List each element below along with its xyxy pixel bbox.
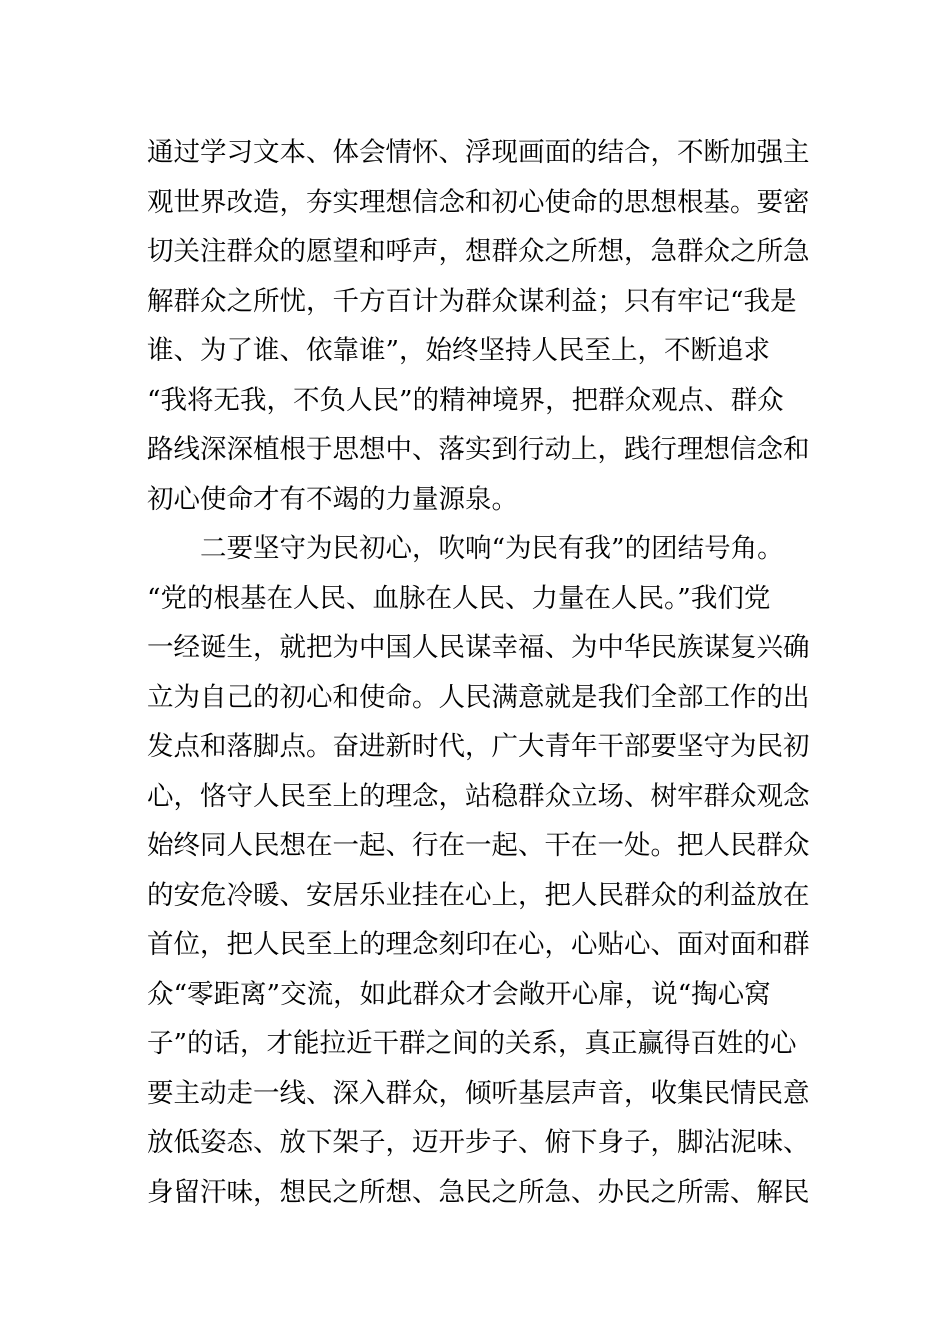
text-line: 始终同人民想在一起、行在一起、干在一处。把人民群众 <box>147 830 810 861</box>
text-line: 心，恪守人民至上的理念，站稳群众立场、树牢群众观念 <box>147 780 810 812</box>
text-line: 通过学习文本、体会情怀、浮现画面的结合，不断加强主 <box>147 137 810 168</box>
text-line: 要主动走一线、深入群众，倾听基层声音，收集民情民意 <box>147 1077 810 1109</box>
text-line: 首位，把人民至上的理念刻印在心，心贴心、面对面和群 <box>147 929 810 960</box>
text-line: “我将无我，不负人民”的精神境界，把群众观点、群众 <box>147 384 784 416</box>
body-text <box>147 128 817 1217</box>
text-line: 子”的话，才能拉近干群之间的关系，真正赢得百姓的心 <box>147 1028 797 1059</box>
text-line: 身留汗味，想民之所想、急民之所急、办民之所需、解民 <box>147 1176 810 1208</box>
paragraph-start-line: 二要坚守为民初心，吹响“为民有我”的团结号角。 <box>147 533 784 564</box>
text-line: 谁、为了谁、依靠谁”，始终坚持人民至上，不断追求 <box>147 335 771 366</box>
text-line: “党的根基在人民、血脉在人民、力量在人民。”我们党 <box>147 582 771 614</box>
text-line: 放低姿态、放下架子，迈开步子、俯下身子，脚沾泥味、 <box>147 1127 810 1158</box>
text-line: 观世界改造，夯实理想信念和初心使命的思想根基。要密 <box>147 186 810 218</box>
text-line: 初心使命才有不竭的力量源泉。 <box>147 483 518 515</box>
text-line: 路线深深植根于思想中、落实到行动上，践行理想信念和 <box>147 434 810 465</box>
text-line: 切关注群众的愿望和呼声，想群众之所想，急群众之所急 <box>147 236 810 267</box>
text-line: 解群众之所忧，千方百计为群众谋利益；只有牢记“我是 <box>147 285 797 317</box>
text-line: 发点和落脚点。奋进新时代，广大青年干部要坚守为民初 <box>147 731 810 762</box>
text-line: 的安危冷暖、安居乐业挂在心上，把人民群众的利益放在 <box>147 879 810 911</box>
text-line: 立为自己的初心和使命。人民满意就是我们全部工作的出 <box>147 681 810 713</box>
text-line: 众“零距离”交流，如此群众才会敞开心扉，说“掏心窝 <box>147 978 771 1010</box>
text-line: 一经诞生，就把为中国人民谋幸福、为中华民族谋复兴确 <box>147 632 810 663</box>
